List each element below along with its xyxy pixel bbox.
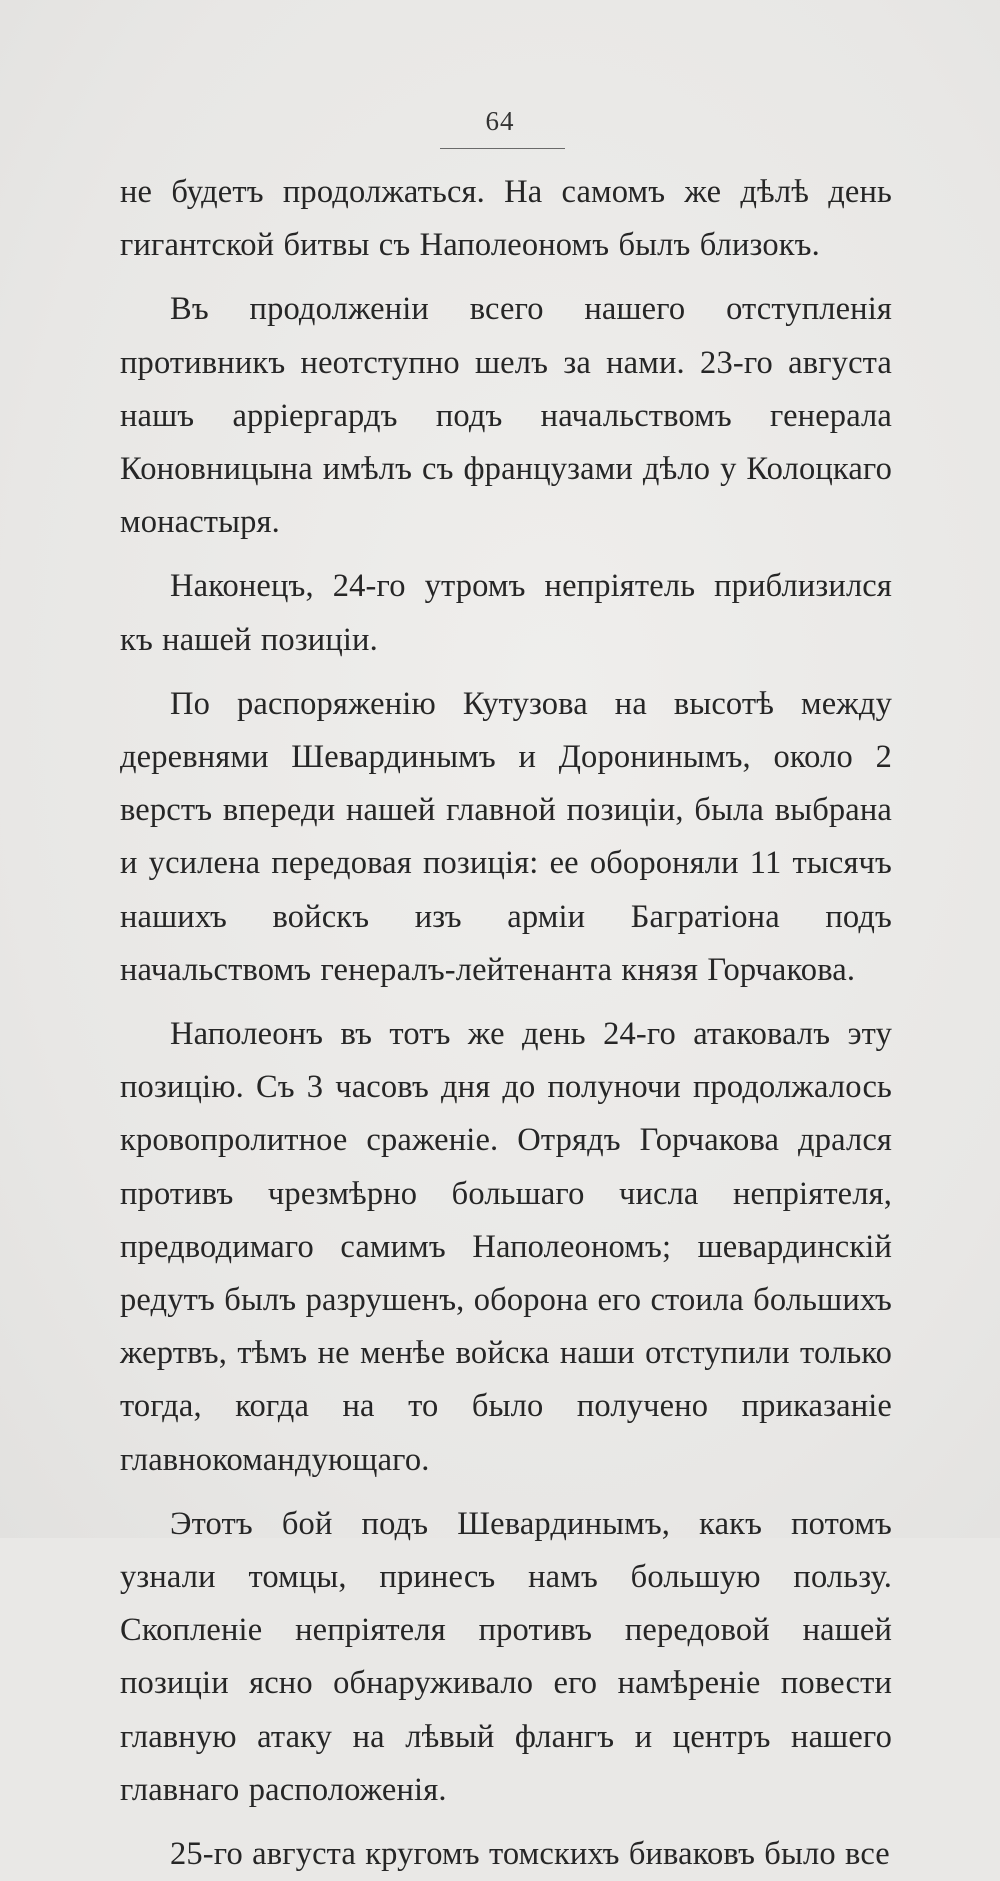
paragraph-7: 25-го августа кругомъ томскихъ биваковъ было все [170, 1836, 890, 1873]
paragraph-3: Наконецъ, 24-го утромъ непріятель приблизился къ нашей позиціи. [120, 568, 892, 658]
paragraph-1: не будетъ продолжаться. На самомъ же дѣлѣ день гигантской битвы съ Наполеономъ былъ близокъ. [120, 174, 892, 264]
paragraph-4: По распоряженію Кутузова на высотѣ между деревнями Шевардинымъ и Доронинымъ, около 2 верстъ впереди нашей главной позиціи, была выбрана и усилена передовая позиція: ее обороняли 11 тысячъ нашихъ войскъ изъ арміи Багратіона подъ начальствомъ генералъ-лейтенанта князя Горчакова. [120, 685, 892, 988]
paragraph-6: Этотъ бой подъ Шевардинымъ, какъ потомъ узнали томцы, принесъ намъ большую пользу. Скопленіе непріятеля противъ передовой нашей позиціи ясно обнаруживало его намѣреніе повести главную атаку на лѣвый флангъ и центръ нашего главнаго расположенія. [120, 1505, 892, 1808]
header-rule [440, 148, 565, 149]
page-number: 64 [485, 106, 515, 136]
paragraph-2: Въ продолженіи всего нашего отступленія противникъ неотступно шелъ за нами. 23-го августа нашъ арріергардъ подъ начальствомъ генерала Коновницына имѣлъ съ французами дѣло у Колоцкаго монастыря. [120, 291, 892, 541]
body-text [120, 166, 892, 1881]
paragraph-5: Наполеонъ въ тотъ же день 24-го атаковалъ эту позицію. Съ 3 часовъ дня до полуночи продолжалось кровопролитное сраженіе. Отрядъ Горчакова дрался противъ чрезмѣрно большаго числа непріятеля, предводимаго самимъ Наполеономъ; шевардинскій редутъ былъ разрушенъ, оборона его стоила большихъ жертвъ, тѣмъ не менѣе войска наши отступили только тогда, когда на то было получено приказаніе главнокомандующаго. [120, 1016, 892, 1478]
